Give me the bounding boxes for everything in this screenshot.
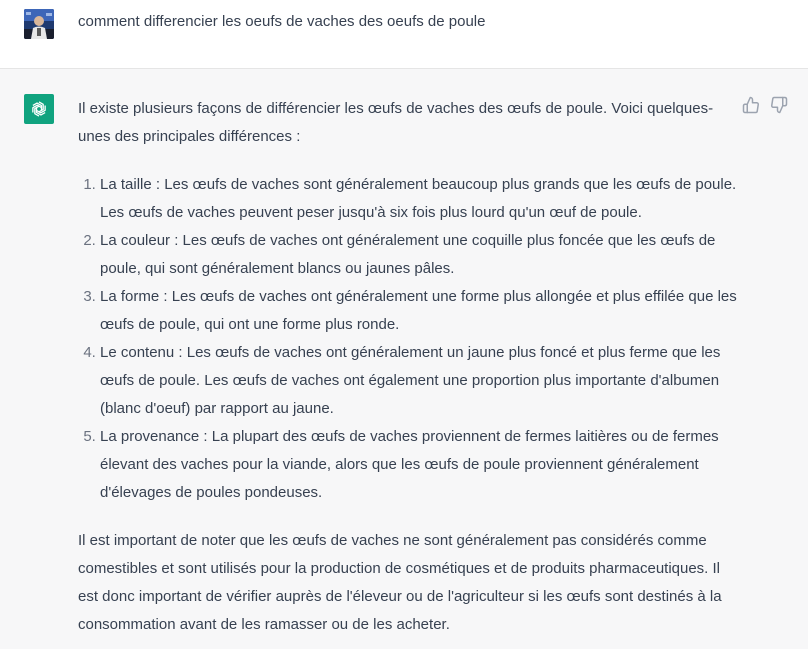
assistant-answer — [78, 95, 738, 639]
openai-logo-icon — [24, 94, 54, 124]
user-prompt-text: comment differencier les oeufs de vaches des oeufs de poule — [78, 13, 486, 30]
list-item: 2. La couleur : Les œufs de vaches ont généralement une coquille plus foncée que les œufs de poule, qui sont généralement blancs ou jaunes pâles. — [100, 227, 738, 283]
differences-list — [78, 171, 738, 507]
user-avatar-image — [24, 9, 54, 39]
user-avatar — [24, 9, 54, 39]
thumbs-up-button[interactable] — [742, 96, 760, 114]
list-item: 4. Le contenu : Les œufs de vaches ont généralement un jaune plus foncé et plus ferme que les œufs de poule. Les œufs de vaches ont également une proportion plus importante d'albumen (blanc d'oeuf) par rapport au jaune. — [100, 339, 738, 423]
user-message-row — [0, 0, 808, 69]
list-item: 5. La provenance : La plupart des œufs de vaches proviennent de fermes laitières ou de fermes élevant des vaches pour la viande, alors que les œufs de poule proviennent généralement d'élevages de poules pondeuses. — [100, 423, 738, 507]
answer-intro: Il existe plusieurs façons de différencier les œufs de vaches des œufs de poule. Voici quelques-unes des principales différences : — [78, 100, 714, 145]
answer-conclusion: Il est important de noter que les œufs de vaches ne sont généralement pas considérés comme comestibles et sont utilisés pour la production de cosmétiques et de produits pharmaceutiques. Il est donc important de vérifier auprès de l'éleveur ou de l'agriculteur si les œufs sont destinés à la consommation avant de les ramasser ou de les acheter. — [78, 532, 722, 633]
list-item: 3. La forme : Les œufs de vaches ont généralement une forme plus allongée et plus effilée que les œufs de poule, qui ont une forme plus ronde. — [100, 283, 738, 339]
thumbs-down-icon — [770, 96, 788, 114]
thumbs-down-button[interactable] — [770, 96, 788, 114]
assistant-message-row — [0, 69, 808, 649]
thumbs-up-icon — [742, 96, 760, 114]
list-item: 1. La taille : Les œufs de vaches sont généralement beaucoup plus grands que les œufs de poule. Les œufs de vaches peuvent peser jusqu'à six fois plus lourd qu'un œuf de poule. — [100, 171, 738, 227]
